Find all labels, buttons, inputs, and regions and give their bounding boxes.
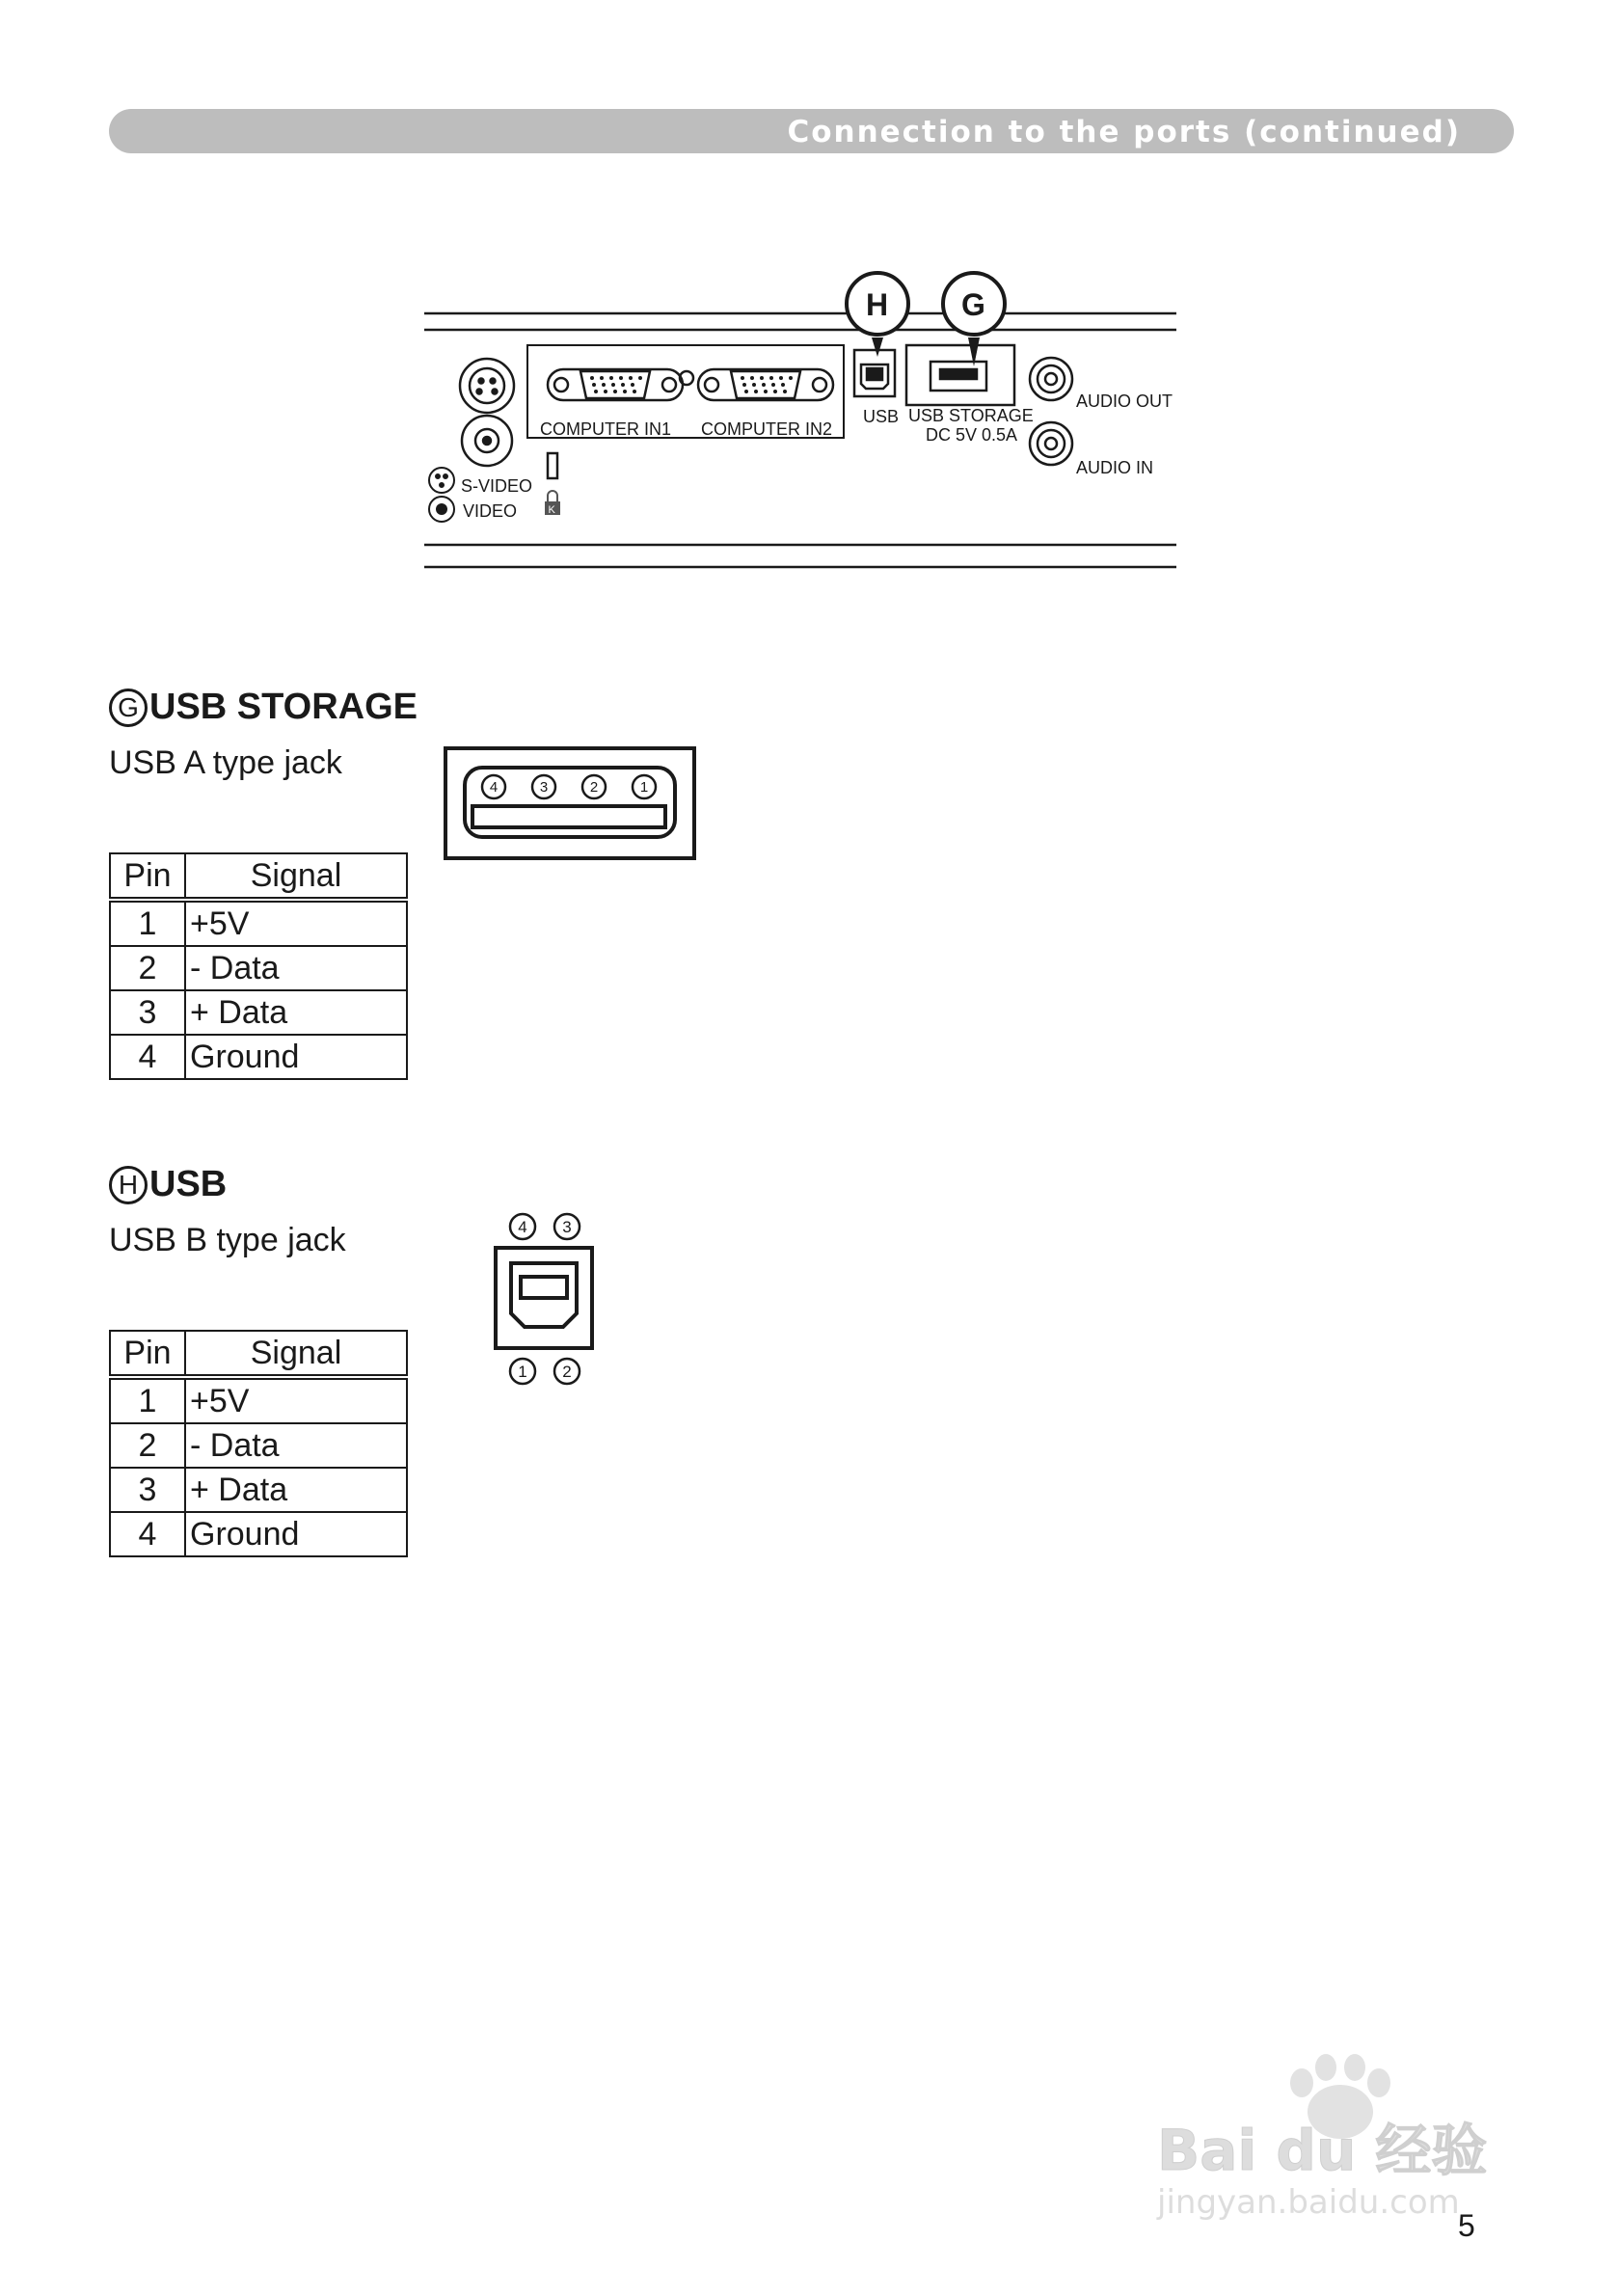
section-letter-g: G [109,689,148,727]
callout-h-icon [847,273,908,357]
s-video-icon [429,468,454,493]
table-header: Signal [185,853,407,900]
svg-text:H: H [866,287,889,322]
page-number: 5 [1458,2208,1475,2243]
computer-in1-port [548,369,683,400]
usb-storage-pin-table [109,852,408,1080]
usb-storage-label: USB STORAGE [908,406,1034,425]
pin-label: 2 [589,779,599,796]
signal-cell: +5V [185,1377,407,1423]
pin-cell: 1 [110,900,185,946]
table-row [110,1512,407,1556]
table-row [110,1423,407,1468]
usb-label: USB [863,407,900,426]
table-header-row [110,853,407,900]
signal-cell: Ground [185,1512,407,1556]
video-jack [462,416,512,466]
table-header: Pin [110,853,185,900]
audio-in-label: AUDIO IN [1076,458,1154,477]
section-title: USB [149,1164,228,1204]
pin-cell: 1 [110,1377,185,1423]
audio-in-jack [1030,422,1072,465]
pin-cell: 4 [110,1035,185,1079]
signal-cell: - Data [185,946,407,990]
table-row [110,1468,407,1512]
watermark-brand: Bai du 经验 [1157,2118,1488,2183]
pin-label: 1 [518,1363,527,1381]
table-header: Signal [185,1331,407,1377]
table-header-row [110,1331,407,1377]
section-heading-usb-storage [109,687,418,728]
jack-type-label: USB A type jack [109,744,342,781]
jack-type-label: USB B type jack [109,1222,346,1258]
table-header: Pin [110,1331,185,1377]
pin-label: 2 [562,1363,572,1381]
usb-storage-rating-label: DC 5V 0.5A [926,425,1018,445]
section-letter-h: H [109,1166,148,1204]
audio-out-label: AUDIO OUT [1076,392,1173,411]
table-row [110,1377,407,1423]
pin-cell: 3 [110,990,185,1035]
video-icon [429,497,454,522]
table-row [110,946,407,990]
section-heading-usb [109,1164,227,1205]
pin-label: 3 [562,1218,572,1236]
computer-in2-port [698,369,833,400]
table-row [110,990,407,1035]
svg-text:K: K [548,504,555,516]
computer-in2-label: COMPUTER IN2 [701,419,833,439]
signal-cell: + Data [185,990,407,1035]
svg-text:G: G [961,287,985,322]
pin-label: 4 [489,779,499,796]
pin-cell: 2 [110,1423,185,1468]
signal-cell: - Data [185,1423,407,1468]
page-header-title: Connection to the ports (continued) [787,115,1461,149]
kensington-lock-icon [545,491,560,516]
pin-label: 1 [639,779,649,796]
pin-cell: 4 [110,1512,185,1556]
section-title: USB STORAGE [149,687,418,727]
usb-a-port [906,345,1014,405]
security-slot-icon [548,453,557,478]
table-row [110,1035,407,1079]
s-video-label: S-VIDEO [461,476,533,496]
pin-label: 3 [539,779,549,796]
baidu-watermark [1138,2054,1543,2228]
usb-a-jack-diagram [444,746,696,860]
pin-cell: 2 [110,946,185,990]
audio-out-jack [1030,358,1072,400]
video-label: VIDEO [463,501,518,521]
watermark-url: jingyan.baidu.com [1157,2183,1460,2222]
signal-cell: +5V [185,900,407,946]
usb-pin-table [109,1330,408,1557]
pin-label: 4 [518,1218,527,1236]
port-panel-diagram [415,260,1186,579]
s-video-jack [460,359,514,413]
table-row [110,900,407,946]
usb-b-jack-diagram [490,1211,598,1391]
callout-g-icon [943,273,1005,366]
computer-in1-label: COMPUTER IN1 [540,419,672,439]
header-bar [109,109,1514,153]
pin-cell: 3 [110,1468,185,1512]
signal-cell: Ground [185,1035,407,1079]
signal-cell: + Data [185,1468,407,1512]
usb-b-port [854,350,895,396]
